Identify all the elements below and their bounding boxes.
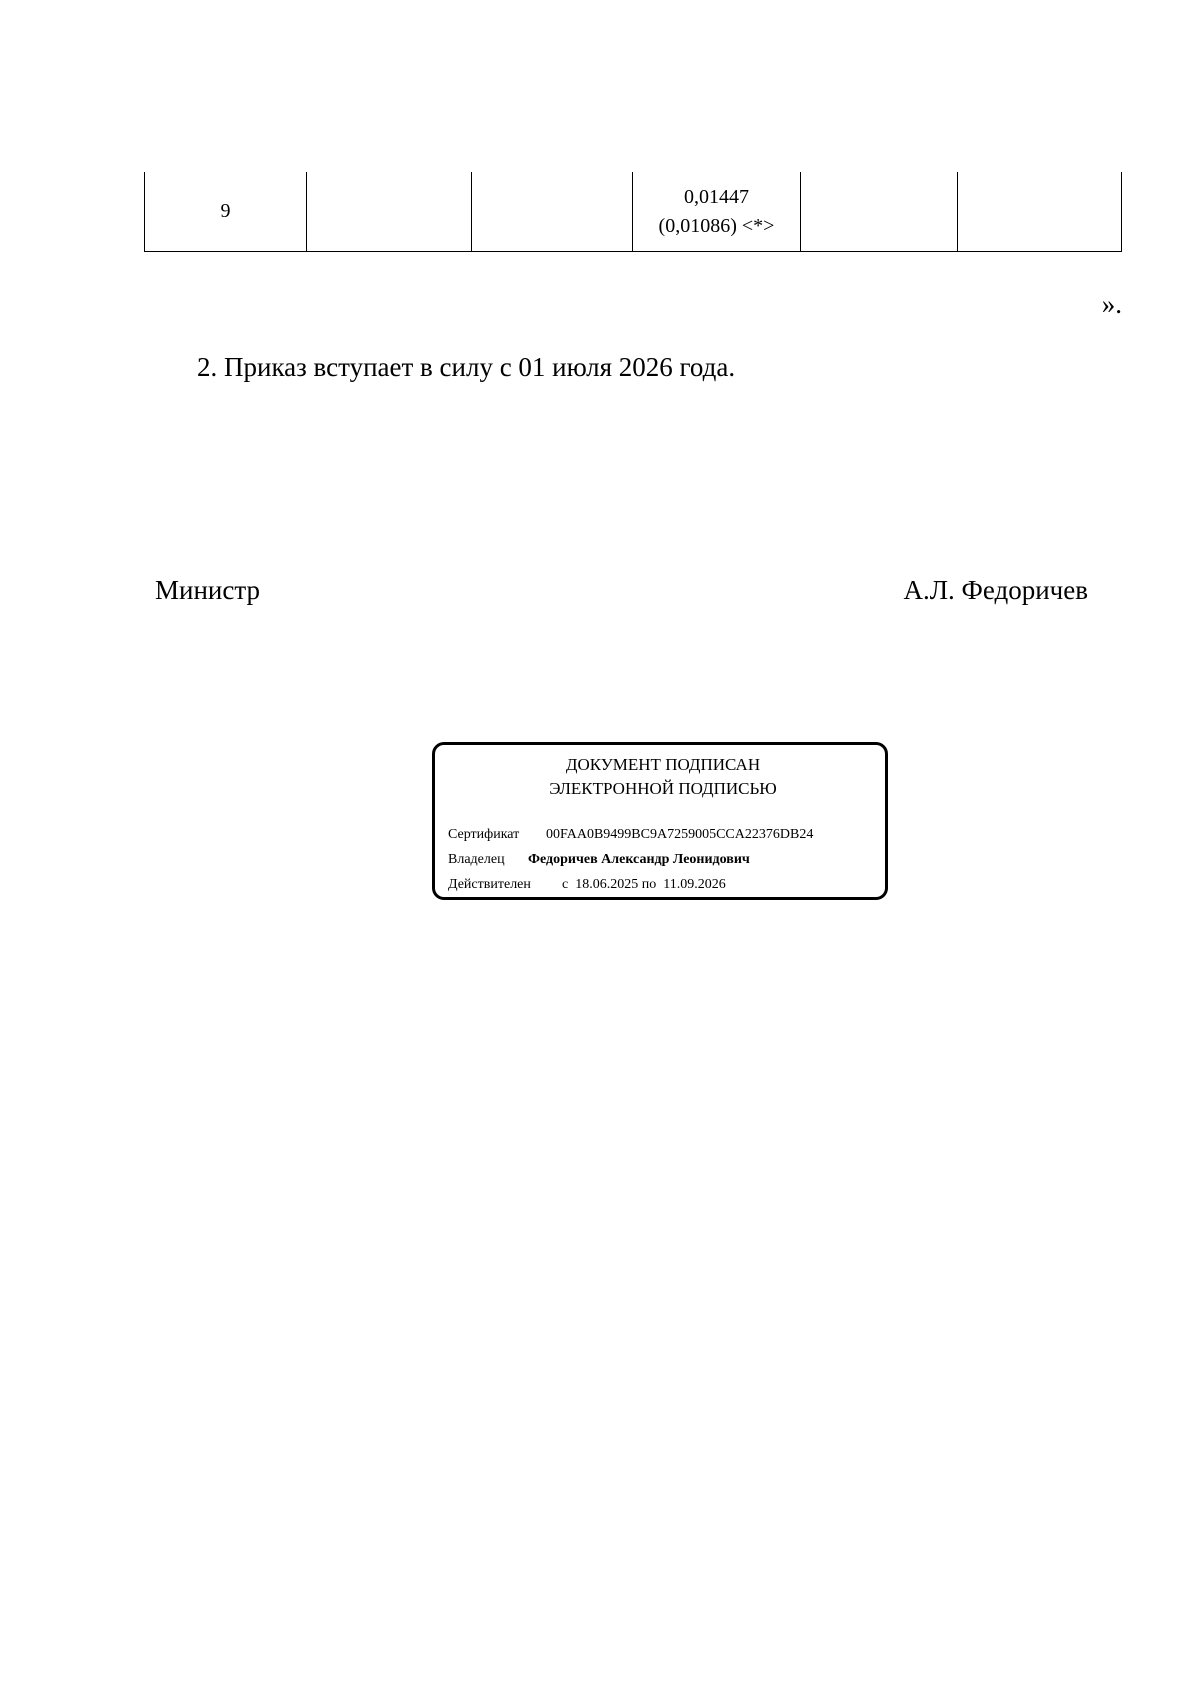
stamp-title (435, 753, 885, 801)
table-cell-empty (958, 172, 1122, 252)
stamp-owner-row (448, 851, 750, 869)
valid-to-prefix: по (641, 877, 657, 892)
owner-label: Владелец (448, 852, 505, 867)
table-cell-empty (472, 172, 633, 252)
certificate-label: Сертификат (448, 827, 520, 842)
signatory-name: А.Л. Федоричев (903, 575, 1088, 605)
stamp-certificate-row (448, 826, 813, 844)
valid-from-prefix: с (562, 877, 569, 892)
paragraph-effective-date: 2. Приказ вступает в силу с 01 июля 2026 года. (197, 352, 736, 382)
table-cell-empty (801, 172, 958, 252)
table-cell-empty (307, 172, 472, 252)
value-alt: (0,01086) <*> (658, 214, 775, 237)
certificate-value: 00FAA0B9499BC9A7259005CCA22376DB24 (546, 827, 814, 842)
valid-to-date: 11.09.2026 (663, 877, 726, 892)
electronic-signature-stamp (432, 742, 888, 900)
owner-value: Федоричев Александр Леонидович (528, 852, 750, 867)
stamp-validity-row (448, 876, 726, 894)
stamp-title-line1: ДОКУМЕНТ ПОДПИСАН (565, 755, 761, 774)
table-cell-value (633, 172, 801, 252)
valid-from-date: 18.06.2025 (575, 877, 639, 892)
table-fragment (144, 172, 1122, 252)
signatory-position: Министр (155, 575, 260, 605)
table-row (145, 172, 1122, 252)
validity-label: Действителен (448, 877, 531, 892)
value-main: 0,01447 (684, 185, 749, 208)
stamp-title-line2: ЭЛЕКТРОННОЙ ПОДПИСЬЮ (549, 779, 777, 798)
table-cell-number: 9 (145, 172, 307, 252)
closing-quote: ». (1101, 289, 1122, 319)
